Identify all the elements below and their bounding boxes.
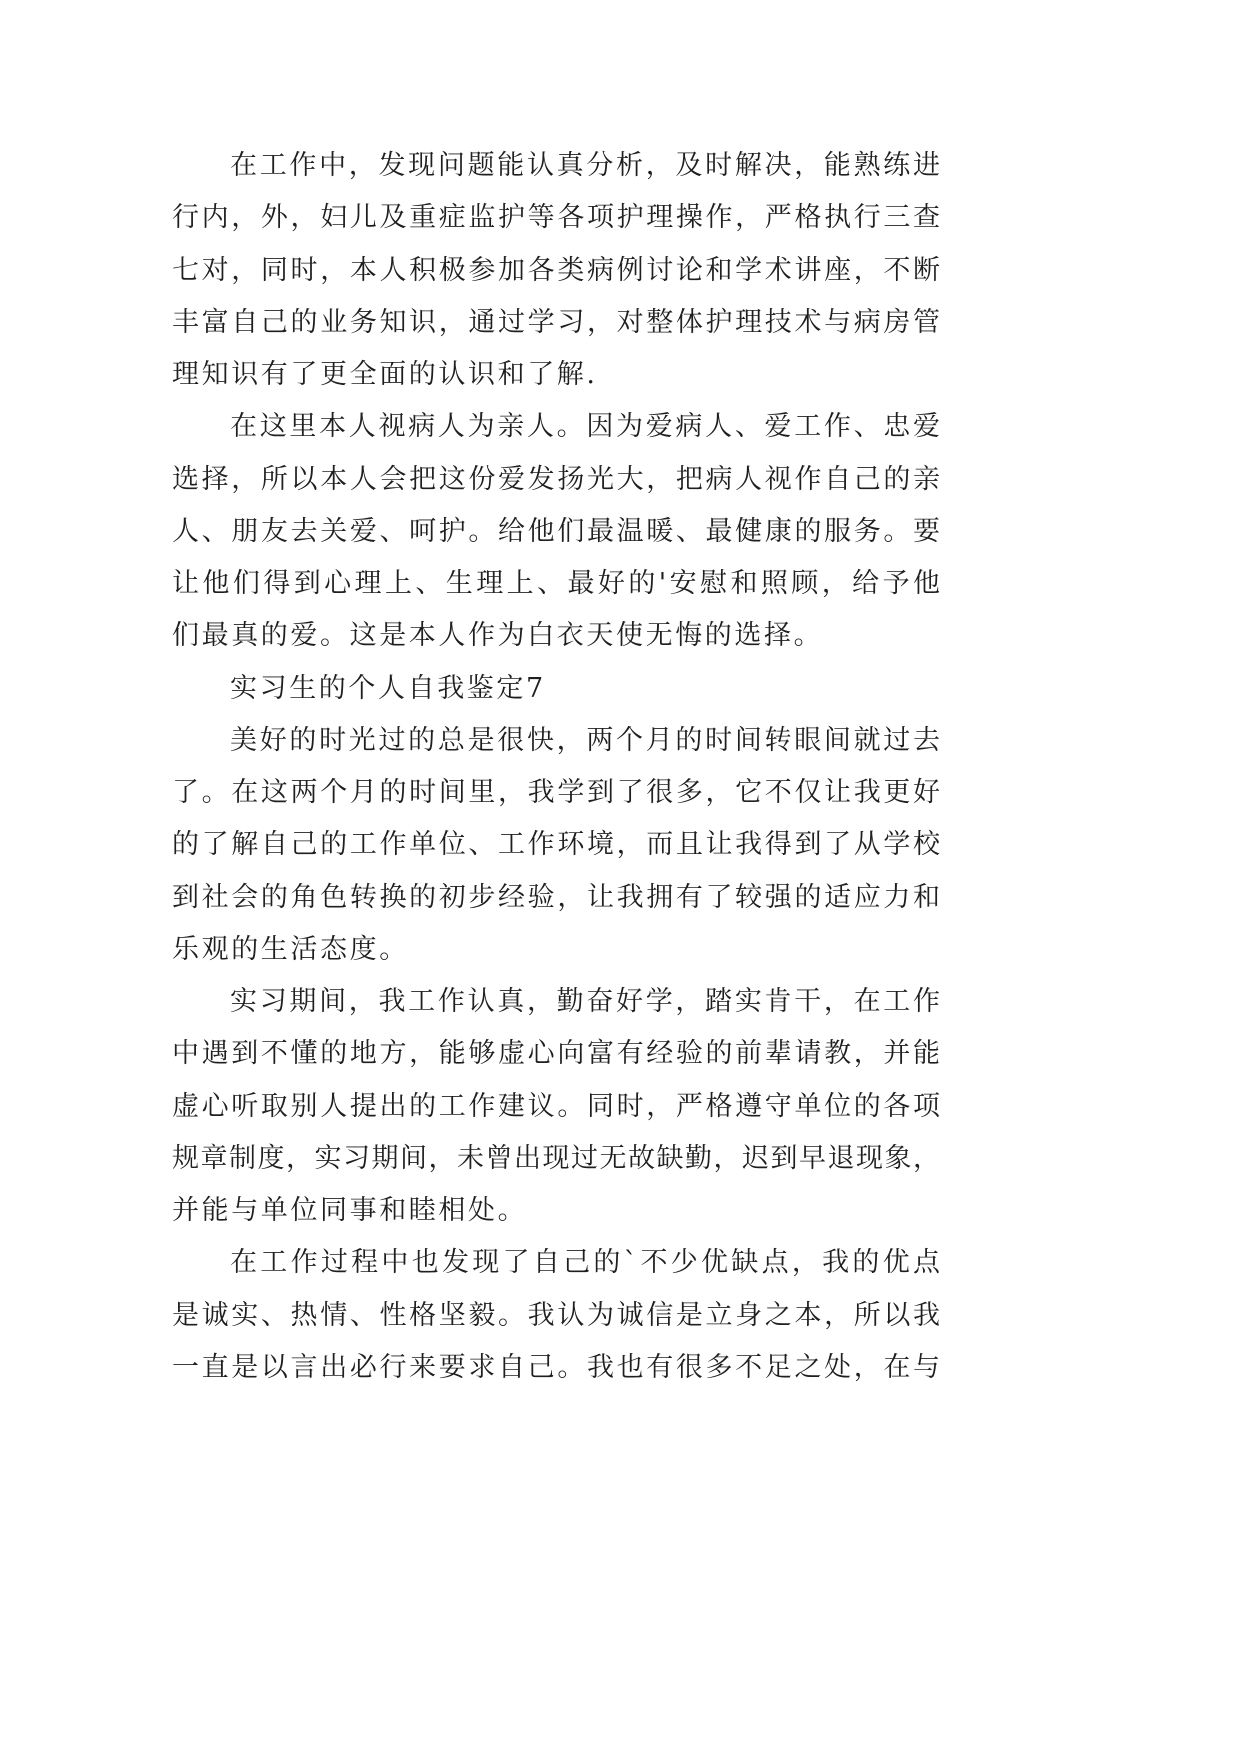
paragraph bbox=[172, 715, 940, 976]
text-line: 规章制度，实习期间，未曾出现过无故缺勤，迟到早退现象， bbox=[172, 1142, 940, 1174]
text-line: 虚心听取别人提出的工作建议。同时，严格遵守单位的各项 bbox=[172, 1090, 940, 1122]
text-line: 人、朋友去关爱、呵护。给他们最温暖、最健康的服务。要 bbox=[172, 515, 940, 547]
text-line: 到社会的角色转换的初步经验，让我拥有了较强的适应力和 bbox=[172, 881, 940, 913]
text-line: 美好的时光过的总是很快，两个月的时间转眼间就过去 bbox=[230, 724, 940, 756]
paragraph bbox=[172, 1237, 940, 1394]
text-line: 们最真的爱。这是本人作为白衣天使无悔的选择。 bbox=[172, 620, 824, 652]
text-line: 并能与单位同事和睦相处。 bbox=[172, 1195, 528, 1226]
text-line: 乐观的生活态度。 bbox=[172, 933, 409, 965]
paragraph bbox=[172, 140, 940, 401]
text-line: 的了解自己的工作单位、工作环境，而且让我得到了从学校 bbox=[172, 829, 940, 861]
section-heading: 实习生的个人自我鉴定7 bbox=[230, 672, 546, 704]
text-line: 在这里本人视病人为亲人。因为爱病人、爱工作、忠爱 bbox=[230, 411, 940, 443]
paragraph bbox=[172, 976, 940, 1237]
text-line: 行内，外，妇儿及重症监护等各项护理操作，严格执行三查 bbox=[172, 202, 940, 234]
text-line: 在工作中，发现问题能认真分析，及时解决，能熟练进 bbox=[230, 150, 940, 181]
text-line: 理知识有了更全面的认识和了解. bbox=[172, 359, 598, 390]
text-line: 一直是以言出必行来要求自己。我也有很多不足之处，在与 bbox=[172, 1351, 940, 1383]
text-line: 让他们得到心理上、生理上、最好的'安慰和照顾，给予他 bbox=[172, 568, 940, 599]
text-line: 在工作过程中也发现了自己的`不少优缺点，我的优点 bbox=[230, 1247, 940, 1279]
body-text bbox=[172, 140, 940, 1394]
text-line: 是诚实、热情、性格坚毅。我认为诚信是立身之本，所以我 bbox=[172, 1299, 940, 1331]
text-line: 了。在这两个月的时间里，我学到了很多，它不仅让我更好 bbox=[172, 777, 940, 808]
text-line: 中遇到不懂的地方，能够虚心向富有经验的前辈请教，并能 bbox=[172, 1038, 940, 1070]
text-line: 实习期间，我工作认真，勤奋好学，踏实肯干，在工作 bbox=[230, 986, 940, 1017]
text-line: 选择，所以本人会把这份爱发扬光大，把病人视作自己的亲 bbox=[172, 463, 940, 495]
paragraph bbox=[172, 401, 940, 662]
text-line: 丰富自己的业务知识，通过学习，对整体护理技术与病房管 bbox=[172, 306, 940, 338]
text-line: 七对，同时，本人积极参加各类病例讨论和学术讲座，不断 bbox=[172, 254, 940, 286]
